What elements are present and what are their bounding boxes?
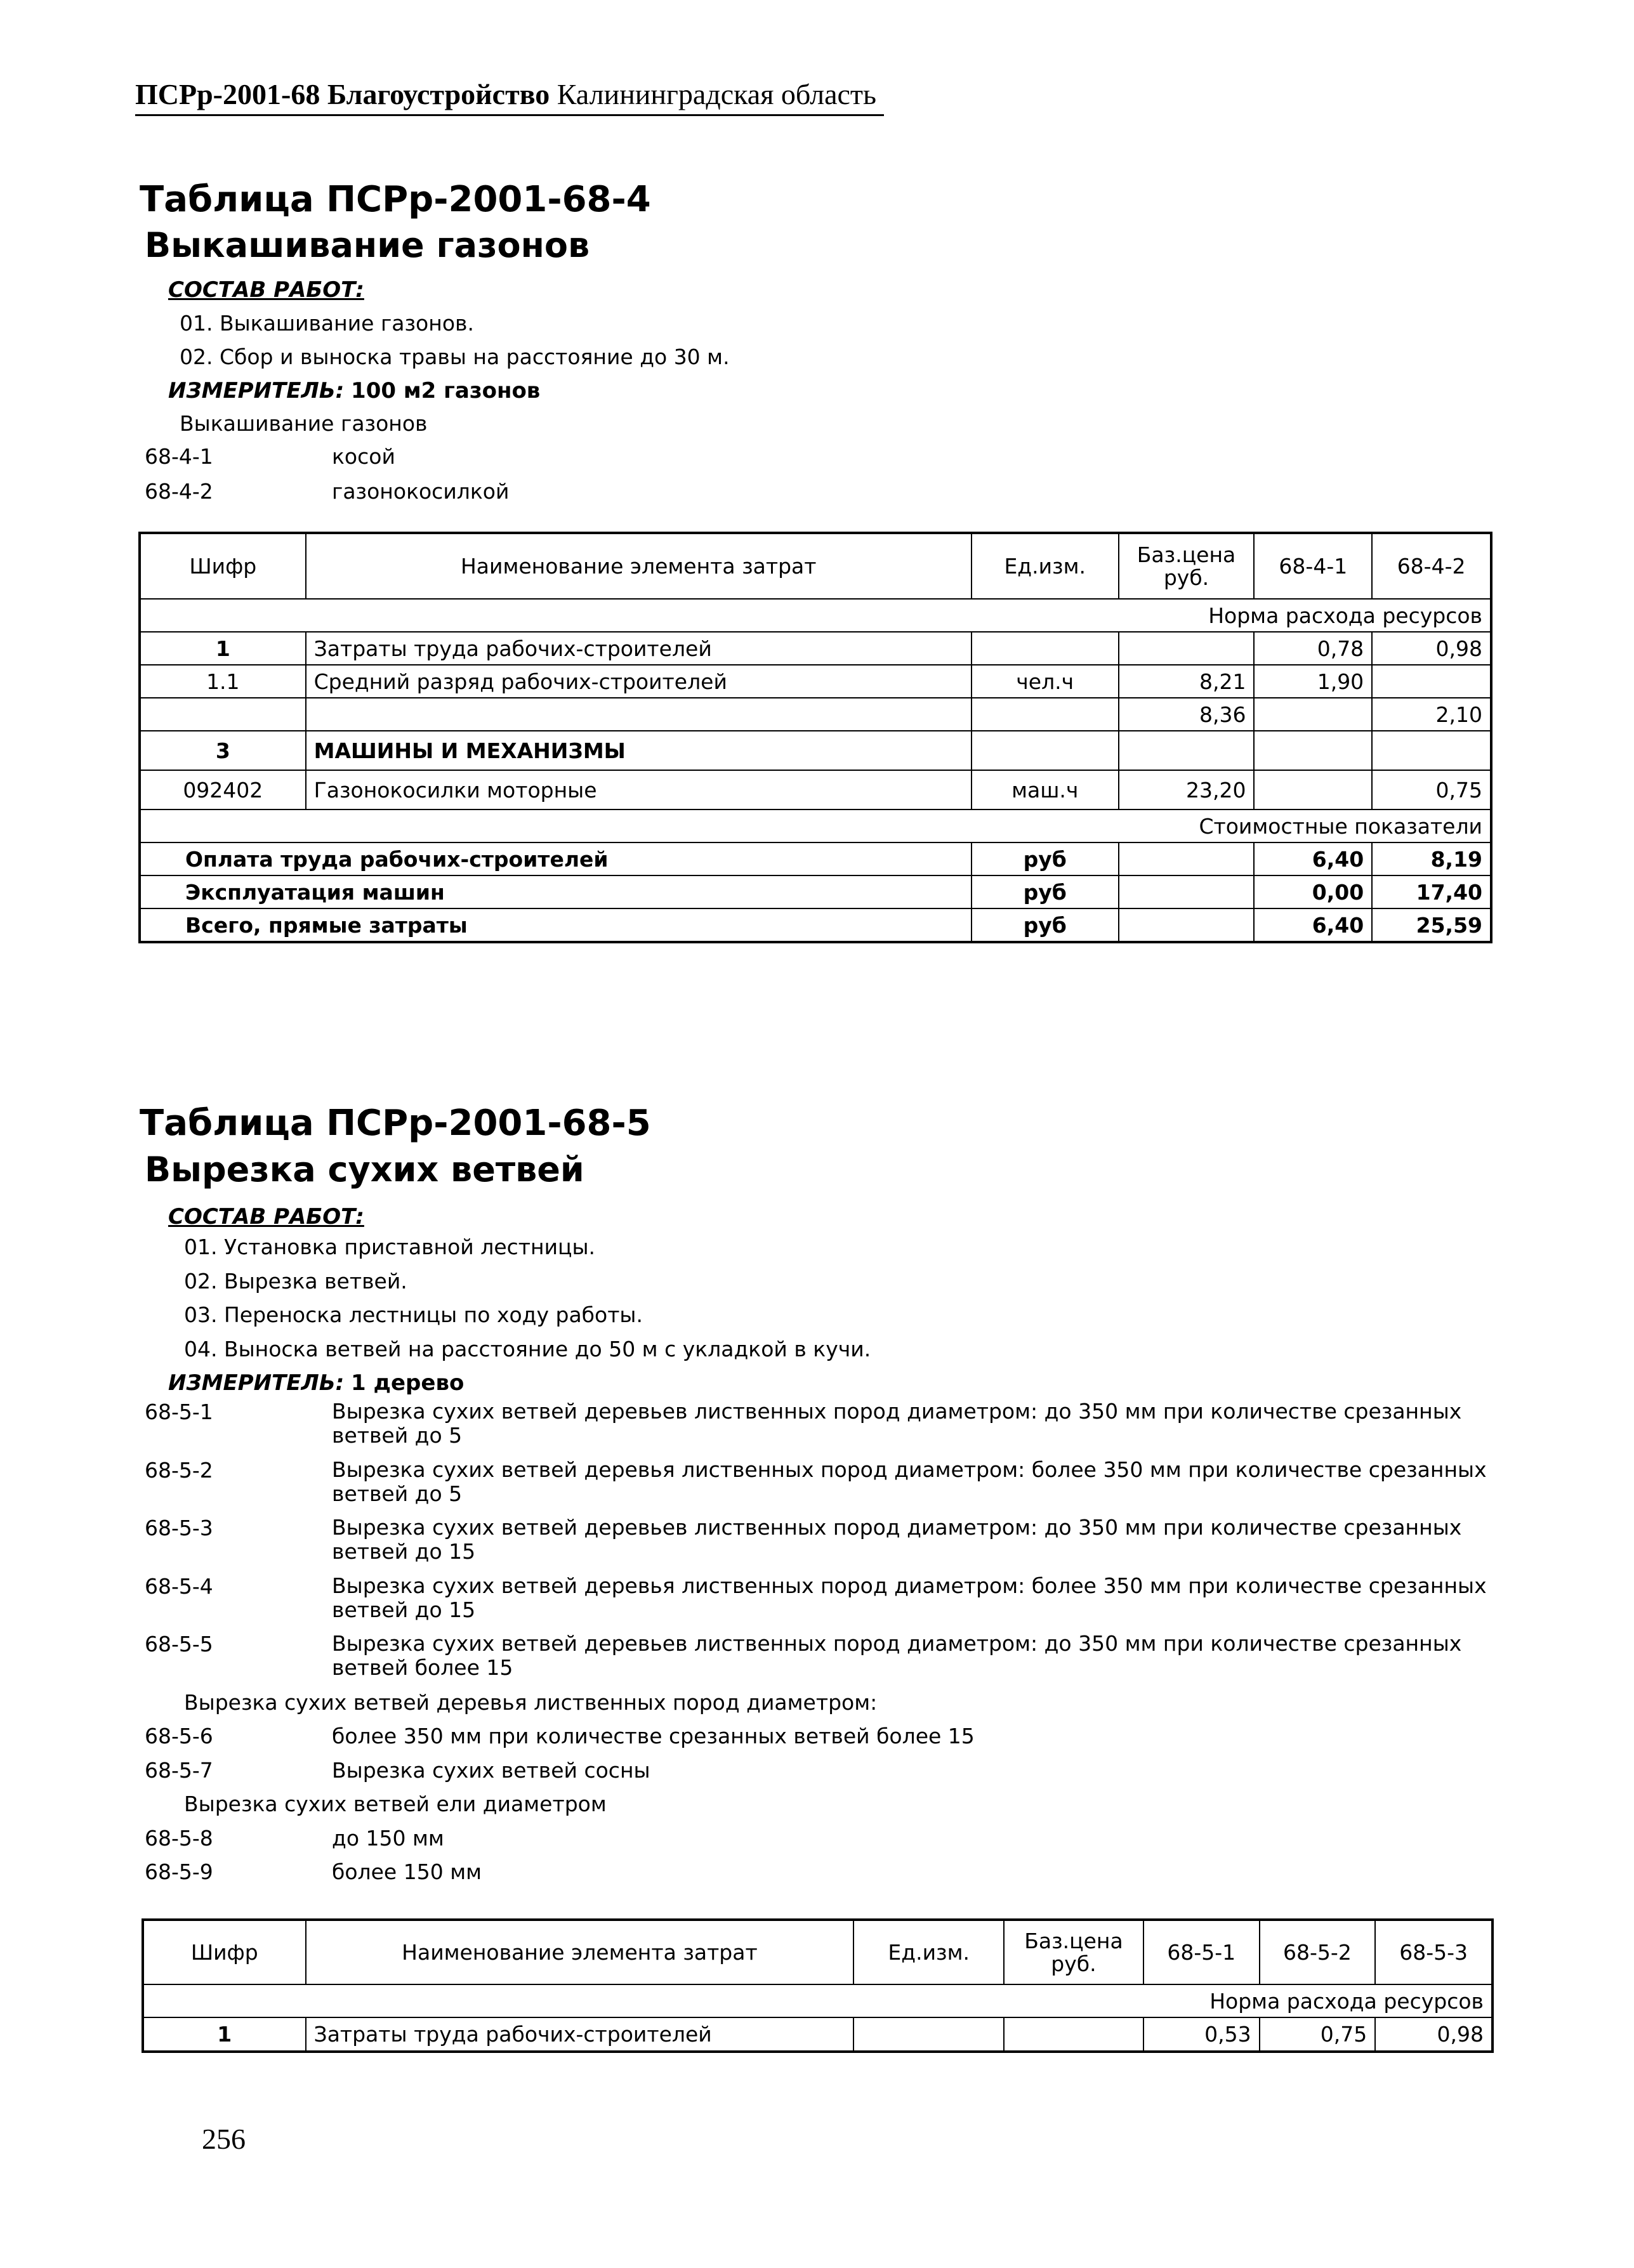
t4-code-2-desc: газонокосилкой — [332, 479, 510, 504]
total-v2: 17,40 — [1372, 875, 1491, 908]
cell-v1 — [1254, 770, 1372, 810]
running-header — [135, 77, 876, 111]
th-name: Наименование элемента затрат — [306, 1920, 854, 1984]
cell-v1: 0,53 — [1143, 2017, 1260, 2052]
table-68-5 — [142, 1918, 1494, 2053]
t5-code-9-desc: более 150 мм — [332, 1859, 482, 1884]
norm-label: Норма расхода ресурсов — [140, 599, 1491, 632]
total-name: Оплата труда рабочих-строителей — [140, 842, 972, 875]
cell-price: 8,21 — [1119, 665, 1255, 698]
cell-v2: 2,10 — [1372, 698, 1491, 731]
t4-sostav-label: СОСТАВ РАБОТ: — [168, 277, 364, 303]
t5-izm-label: ИЗМЕРИТЕЛЬ: — [168, 1370, 345, 1396]
t5-code-5-desc: Вырезка сухих ветвей деревьев лиственных пород диаметром: до 350 мм при количестве срезанных ветвей более 15 — [332, 1631, 1462, 1680]
t5-code-4-desc: Вырезка сухих ветвей деревья лиственных пород диаметром: более 350 мм при количестве срезанных ветвей до 15 — [332, 1573, 1487, 1622]
t4-izm-label: ИЗМЕРИТЕЛЬ: — [168, 378, 345, 403]
t5-group-1: Вырезка сухих ветвей деревья лиственных пород диаметром: — [184, 1690, 878, 1715]
t5-code-2-desc: Вырезка сухих ветвей деревья лиственных пород диаметром: более 350 мм при количестве срезанных ветвей до 5 — [332, 1457, 1487, 1506]
norm-label: Норма расхода ресурсов — [143, 1984, 1492, 2017]
t5-izmeritel — [168, 1370, 464, 1396]
norm-row — [140, 599, 1491, 632]
t4-code-2: 68-4-2 — [145, 479, 213, 504]
cell-code: 1 — [140, 632, 306, 665]
t5-code-3-desc: Вырезка сухих ветвей деревьев лиственных пород диаметром: до 350 мм при количестве срезанных ветвей до 15 — [332, 1515, 1462, 1564]
t5-work-3: 03. Переноска лестницы по ходу работы. — [184, 1302, 643, 1327]
th-col-1: 68-4-1 — [1254, 533, 1372, 599]
total-name: Всего, прямые затраты — [140, 908, 972, 942]
cell-unit: чел.ч — [972, 665, 1119, 698]
cell-name: МАШИНЫ И МЕХАНИЗМЫ — [306, 731, 972, 770]
cell-price — [1119, 632, 1255, 665]
total-v2: 8,19 — [1372, 842, 1491, 875]
t5-izm-value: 1 дерево — [351, 1370, 465, 1396]
table-row — [140, 632, 1491, 665]
header-region: Калининградская область — [557, 78, 877, 110]
cell-unit: маш.ч — [972, 770, 1119, 810]
th-shifr: Шифр — [140, 533, 306, 599]
total-v1: 6,40 — [1254, 842, 1372, 875]
t5-group-2: Вырезка сухих ветвей ели диаметром — [184, 1792, 607, 1816]
total-v1: 0,00 — [1254, 875, 1372, 908]
cell-price: 8,36 — [1119, 698, 1255, 731]
cell-name: Газонокосилки моторные — [306, 770, 972, 810]
cell-code: 092402 — [140, 770, 306, 810]
t5-code-2: 68-5-2 — [145, 1458, 213, 1483]
table-header-row — [140, 533, 1491, 599]
t5-code-8: 68-5-8 — [145, 1826, 213, 1851]
table-row — [140, 731, 1491, 770]
cell-v2: 0,75 — [1372, 770, 1491, 810]
t4-izm-value: 100 м2 газонов — [351, 378, 541, 403]
cell-unit — [972, 632, 1119, 665]
total-row — [140, 908, 1491, 942]
t5-code-6: 68-5-6 — [145, 1724, 213, 1748]
table-68-5-subtitle: Вырезка сухих ветвей — [145, 1150, 584, 1190]
cell-name — [306, 698, 972, 731]
cell-price — [1119, 731, 1255, 770]
header-code: ПСРр-2001-68 — [135, 78, 320, 110]
t4-code-1-desc: косой — [332, 444, 395, 469]
th-price: Баз.цена руб. — [1119, 533, 1255, 599]
cell-unit — [853, 2017, 1004, 2052]
t5-code-3: 68-5-3 — [145, 1516, 213, 1540]
cell-name: Затраты труда рабочих-строителей — [306, 2017, 854, 2052]
t5-code-7-desc: Вырезка сухих ветвей сосны — [332, 1758, 650, 1783]
table-68-4-title: Таблица ПСРр-2001-68-4 — [140, 179, 651, 220]
table-header-row — [143, 1920, 1492, 1984]
page-number: 256 — [202, 2123, 246, 2155]
table-68-4 — [138, 532, 1492, 943]
cell-v2: 0,98 — [1372, 632, 1491, 665]
th-col-1: 68-5-1 — [1143, 1920, 1260, 1984]
cell-v1 — [1254, 698, 1372, 731]
table-row — [140, 770, 1491, 810]
cell-code: 3 — [140, 731, 306, 770]
table-68-5-title: Таблица ПСРр-2001-68-5 — [140, 1103, 651, 1144]
norm-row — [143, 1984, 1492, 2017]
cell-v1: 0,78 — [1254, 632, 1372, 665]
t5-code-8-desc: до 150 мм — [332, 1826, 444, 1851]
t5-code-1: 68-5-1 — [145, 1399, 213, 1424]
table-row — [140, 698, 1491, 731]
cell-v2: 0,75 — [1260, 2017, 1376, 2052]
table-68-4-subtitle: Выкашивание газонов — [145, 225, 590, 265]
total-row — [140, 875, 1491, 908]
th-price: Баз.цена руб. — [1004, 1920, 1143, 1984]
t5-work-1: 01. Установка приставной лестницы. — [184, 1235, 596, 1259]
t5-code-4: 68-5-4 — [145, 1574, 213, 1599]
header-section: Благоустройство — [327, 78, 550, 110]
total-v1: 6,40 — [1254, 908, 1372, 942]
cell-v1: 1,90 — [1254, 665, 1372, 698]
th-shifr: Шифр — [143, 1920, 306, 1984]
total-v2: 25,59 — [1372, 908, 1491, 942]
cell-v2 — [1372, 731, 1491, 770]
table-row — [140, 665, 1491, 698]
cell-v3: 0,98 — [1375, 2017, 1492, 2052]
cell-name: Затраты труда рабочих-строителей — [306, 632, 972, 665]
cell-unit — [972, 731, 1119, 770]
cell-code: 1.1 — [140, 665, 306, 698]
t5-code-5: 68-5-5 — [145, 1632, 213, 1656]
total-unit: руб — [972, 908, 1119, 942]
t4-izmeritel — [168, 378, 540, 403]
t5-code-9: 68-5-9 — [145, 1859, 213, 1884]
th-col-3: 68-5-3 — [1375, 1920, 1492, 1984]
total-price — [1119, 875, 1255, 908]
t5-code-6-desc: более 350 мм при количестве срезанных ветвей более 15 — [332, 1724, 975, 1748]
t5-code-7: 68-5-7 — [145, 1758, 213, 1783]
cell-v1 — [1254, 731, 1372, 770]
cell-v2 — [1372, 665, 1491, 698]
th-unit: Ед.изм. — [972, 533, 1119, 599]
total-unit: руб — [972, 842, 1119, 875]
header-rule — [135, 114, 884, 116]
total-name: Эксплуатация машин — [140, 875, 972, 908]
t5-work-4: 04. Выноска ветвей на расстояние до 50 м с укладкой в кучи. — [184, 1337, 871, 1361]
t4-group: Выкашивание газонов — [180, 411, 428, 436]
th-name: Наименование элемента затрат — [306, 533, 972, 599]
th-col-2: 68-4-2 — [1372, 533, 1491, 599]
th-unit: Ед.изм. — [853, 1920, 1004, 1984]
t5-code-1-desc: Вырезка сухих ветвей деревьев лиственных пород диаметром: до 350 мм при количестве срезанных ветвей до 5 — [332, 1399, 1462, 1448]
cell-price — [1004, 2017, 1143, 2052]
cell-name: Средний разряд рабочих-строителей — [306, 665, 972, 698]
cell-code: 1 — [143, 2017, 306, 2052]
t5-sostav-label: СОСТАВ РАБОТ: — [168, 1204, 364, 1229]
t4-work-1: 01. Выкашивание газонов. — [180, 311, 474, 336]
cost-row — [140, 810, 1491, 842]
cell-price: 23,20 — [1119, 770, 1255, 810]
total-unit: руб — [972, 875, 1119, 908]
total-price — [1119, 842, 1255, 875]
cell-unit — [972, 698, 1119, 731]
th-col-2: 68-5-2 — [1260, 1920, 1376, 1984]
cell-code — [140, 698, 306, 731]
t4-code-1: 68-4-1 — [145, 444, 213, 469]
total-price — [1119, 908, 1255, 942]
table-row — [143, 2017, 1492, 2052]
t5-work-2: 02. Вырезка ветвей. — [184, 1269, 407, 1294]
t4-work-2: 02. Сбор и выноска травы на расстояние до 30 м. — [180, 344, 730, 369]
total-row — [140, 842, 1491, 875]
cost-label: Стоимостные показатели — [140, 810, 1491, 842]
